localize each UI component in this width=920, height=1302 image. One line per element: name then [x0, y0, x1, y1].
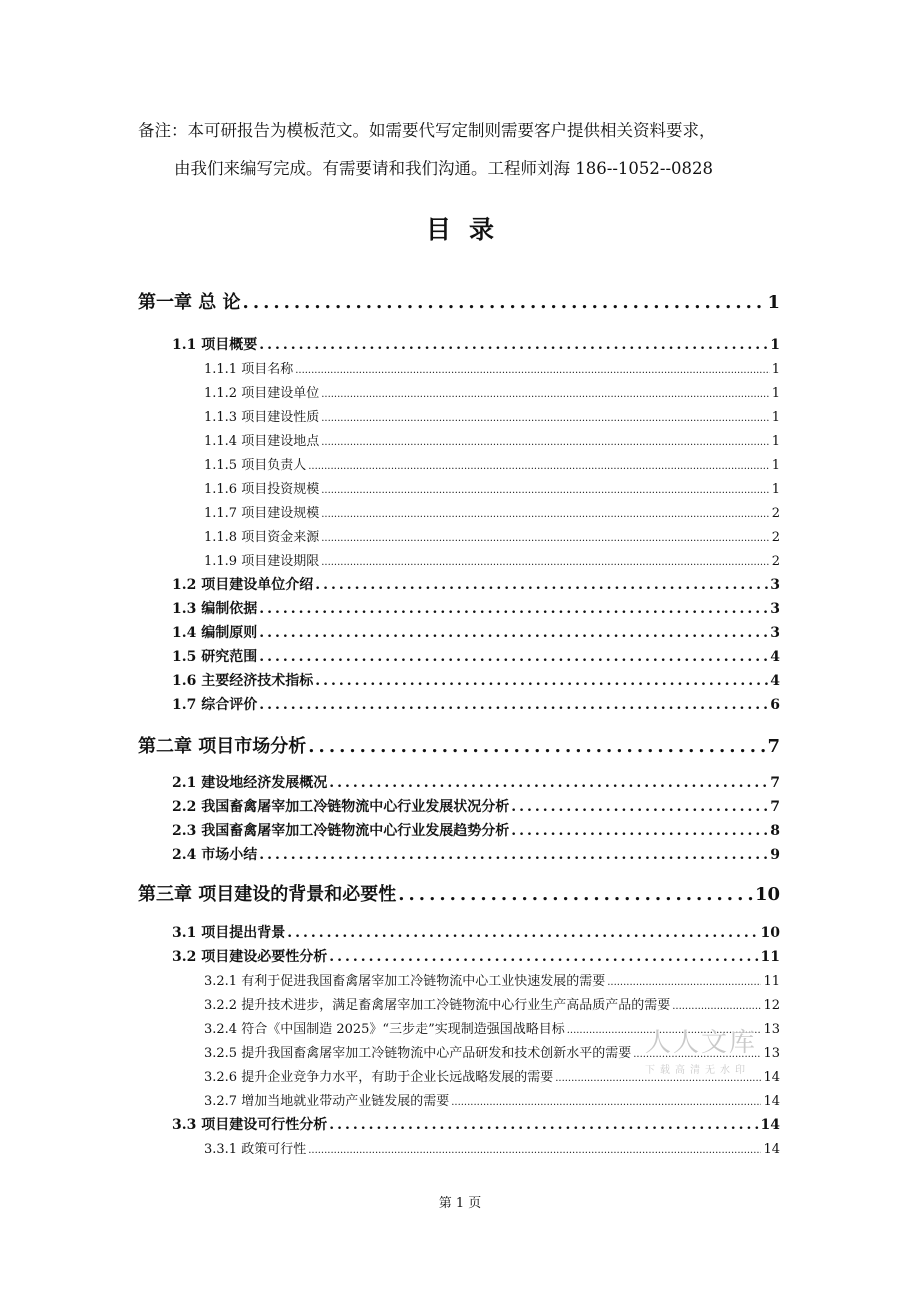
toc-entry-sub[interactable]: [204, 526, 780, 546]
toc-entry-label: 3.3 项目建设可行性分析: [172, 1117, 328, 1133]
toc-leader-dots: [287, 925, 758, 941]
toc-entry-sub[interactable]: [204, 358, 780, 378]
toc-leader-dots: [259, 847, 768, 863]
toc-entry-page: 9: [770, 847, 780, 863]
toc-entry-chapter[interactable]: [138, 880, 780, 904]
toc-entry-label: 3.2.2 提升技术进步，满足畜禽屠宰加工冷链物流中心行业生产高品质产品的需要: [204, 998, 671, 1013]
toc-entry-page: 14: [760, 1117, 780, 1133]
toc-entry-label: 1.3 编制依据: [172, 601, 258, 617]
toc-entry-page: 11: [763, 974, 780, 989]
toc-entry-sub[interactable]: [204, 478, 780, 498]
toc-leader-dots: [555, 1070, 761, 1085]
watermark-sub: 下载高清无水印: [645, 1065, 750, 1076]
note-line-1: 备注：本可研报告为模板范文。如需要代写定制则需要客户提供相关资料要求，: [138, 121, 716, 140]
toc-entry-label: 3.3.1 政策可行性: [204, 1142, 307, 1157]
toc-entry-label: 1.5 研究范围: [172, 649, 258, 665]
toc-leader-dots: [607, 974, 761, 989]
toc-entry-sub[interactable]: [204, 970, 780, 990]
toc-entry-label: 1.1.5 项目负责人: [204, 458, 307, 473]
toc-leader-dots: [321, 410, 770, 425]
toc-entry-sub[interactable]: [204, 454, 780, 474]
toc-leader-dots: [567, 1022, 762, 1037]
toc-entry-label: 1.1.7 项目建设规模: [204, 506, 320, 521]
toc-entry-page: 13: [763, 1046, 780, 1061]
toc-entry-page: 1: [771, 362, 780, 377]
toc-entry-sub[interactable]: [204, 382, 780, 402]
toc-entry-section[interactable]: [172, 946, 780, 966]
toc-leader-dots: [315, 673, 768, 689]
toc-entry-page: 4: [770, 649, 780, 665]
toc-entry-label: 2.4 市场小结: [172, 847, 258, 863]
toc-entry-section[interactable]: [172, 334, 780, 354]
toc-leader-dots: [511, 799, 768, 815]
page-number: 第 1 页: [438, 1196, 482, 1211]
toc-leader-dots: [259, 697, 768, 713]
toc-leader-dots: [315, 577, 768, 593]
toc-entry-label: 1.1 项目概要: [172, 337, 258, 353]
toc-entry-label: 2.2 我国畜禽屠宰加工冷链物流中心行业发展状况分析: [172, 799, 510, 815]
toc-entry-sub[interactable]: [204, 1042, 780, 1062]
toc-entry-page: 1: [771, 458, 780, 473]
toc-leader-dots: [259, 625, 768, 641]
toc-entry-page: 3: [770, 577, 780, 593]
toc-entry-sub[interactable]: [204, 502, 780, 522]
toc-entry-section[interactable]: [172, 574, 780, 594]
toc-entry-label: 2.1 建设地经济发展概况: [172, 775, 328, 791]
toc-entry-page: 2: [771, 554, 780, 569]
toc-entry-page: 14: [763, 1142, 780, 1157]
toc-entry-page: 2: [771, 506, 780, 521]
toc-entry-label: 第三章 项目建设的背景和必要性: [138, 884, 397, 905]
toc-entry-page: 7: [770, 799, 780, 815]
toc-entry-label: 1.7 综合评价: [172, 697, 258, 713]
toc-title: 目录: [425, 215, 512, 244]
toc-entry-label: 1.1.2 项目建设单位: [204, 386, 320, 401]
toc-leader-dots: [451, 1094, 761, 1109]
toc-entry-page: 2: [771, 530, 780, 545]
toc-entry-sub[interactable]: [204, 406, 780, 426]
toc-entry-chapter[interactable]: [138, 732, 780, 756]
toc-entry-page: 11: [760, 949, 780, 965]
toc-entry-sub[interactable]: [204, 1138, 780, 1158]
toc-entry-chapter[interactable]: [138, 288, 780, 312]
toc-leader-dots: [308, 1142, 761, 1157]
toc-entry-page: 3: [770, 625, 780, 641]
toc-entry-sub[interactable]: [204, 1066, 780, 1086]
toc-leader-dots: [308, 458, 770, 473]
toc-entry-label: 1.1.8 项目资金来源: [204, 530, 320, 545]
toc-entry-label: 3.2 项目建设必要性分析: [172, 949, 328, 965]
toc-entry-label: 第一章 总 论: [138, 292, 241, 313]
toc-leader-dots: [633, 1046, 761, 1061]
toc-entry-label: 3.2.4 符合《中国制造 2025》“三步走”实现制造强国战略目标: [204, 1022, 565, 1037]
toc-entry-section[interactable]: [172, 646, 780, 666]
toc-entry-page: 7: [770, 775, 780, 791]
toc-entry-label: 3.2.6 提升企业竞争力水平，有助于企业长远战略发展的需要: [204, 1070, 554, 1085]
toc-leader-dots: [308, 736, 765, 757]
toc-leader-dots: [243, 292, 766, 313]
toc-entry-page: 10: [760, 925, 780, 941]
toc-entry-section[interactable]: [172, 772, 780, 792]
toc-entry-label: 3.1 项目提出背景: [172, 925, 286, 941]
toc-entry-page: 8: [770, 823, 780, 839]
toc-entry-label: 1.1.6 项目投资规模: [204, 482, 320, 497]
toc-leader-dots: [321, 506, 770, 521]
toc-entry-label: 3.2.7 增加当地就业带动产业链发展的需要: [204, 1094, 450, 1109]
toc-entry-label: 1.1.3 项目建设性质: [204, 410, 320, 425]
toc-leader-dots: [398, 884, 753, 905]
toc-entry-label: 1.6 主要经济技术指标: [172, 673, 314, 689]
toc-entry-section[interactable]: [172, 1114, 780, 1134]
toc-entry-page: 10: [754, 884, 780, 905]
toc-entry-page: 3: [770, 601, 780, 617]
toc-leader-dots: [259, 649, 768, 665]
toc-entry-section[interactable]: [172, 694, 780, 714]
note-line-2: 由我们来编写完成。有需要请和我们沟通。工程师刘海 186--1052--0828: [174, 159, 714, 178]
toc-entry-label: 1.1.1 项目名称: [204, 362, 294, 377]
toc-entry-page: 12: [763, 998, 780, 1013]
toc-entry-page: 1: [771, 386, 780, 401]
toc-leader-dots: [321, 554, 770, 569]
toc-leader-dots: [259, 601, 768, 617]
toc-entry-label: 2.3 我国畜禽屠宰加工冷链物流中心行业发展趋势分析: [172, 823, 510, 839]
toc-entry-page: 14: [763, 1070, 780, 1085]
toc-leader-dots: [321, 386, 770, 401]
toc-entry-label: 第二章 项目市场分析: [138, 736, 307, 757]
toc-entry-label: 3.2.1 有利于促进我国畜禽屠宰加工冷链物流中心工业快速发展的需要: [204, 974, 606, 989]
toc-leader-dots: [672, 998, 761, 1013]
toc-leader-dots: [321, 482, 770, 497]
toc-entry-section[interactable]: [172, 820, 780, 840]
watermark-main: 人人文库: [645, 1028, 758, 1058]
toc-entry-section[interactable]: [172, 598, 780, 618]
toc-entry-sub[interactable]: [204, 994, 780, 1014]
toc-leader-dots: [259, 337, 768, 353]
toc-entry-page: 4: [770, 673, 780, 689]
toc-entry-section[interactable]: [172, 622, 780, 642]
toc-entry-page: 1: [771, 482, 780, 497]
toc-entry-sub[interactable]: [204, 550, 780, 570]
toc-entry-page: 14: [763, 1094, 780, 1109]
toc-entry-label: 1.2 项目建设单位介绍: [172, 577, 314, 593]
toc-entry-label: 3.2.5 提升我国畜禽屠宰加工冷链物流中心产品研发和技术创新水平的需要: [204, 1046, 632, 1061]
toc-entry-section[interactable]: [172, 670, 780, 690]
toc-entry-section[interactable]: [172, 796, 780, 816]
toc-entry-sub[interactable]: [204, 1018, 780, 1038]
toc-entry-label: 1.1.9 项目建设期限: [204, 554, 320, 569]
toc-entry-label: 1.1.4 项目建设地点: [204, 434, 320, 449]
toc-leader-dots: [329, 775, 768, 791]
toc-entry-page: 1: [771, 410, 780, 425]
toc-entry-section[interactable]: [172, 922, 780, 942]
toc-leader-dots: [295, 362, 770, 377]
toc-entry-section[interactable]: [172, 844, 780, 864]
toc-leader-dots: [511, 823, 768, 839]
toc-leader-dots: [329, 949, 758, 965]
toc-leader-dots: [321, 434, 770, 449]
toc-entry-page: 1: [770, 337, 780, 353]
toc-entry-page: 1: [767, 292, 780, 313]
toc-entry-sub[interactable]: [204, 1090, 780, 1110]
toc-entry-sub[interactable]: [204, 430, 780, 450]
toc-entry-page: 6: [770, 697, 780, 713]
toc-entry-page: 7: [767, 736, 780, 757]
toc-entry-page: 13: [763, 1022, 780, 1037]
toc-leader-dots: [321, 530, 770, 545]
toc-entry-label: 1.4 编制原则: [172, 625, 258, 641]
toc-leader-dots: [329, 1117, 758, 1133]
toc-entry-page: 1: [771, 434, 780, 449]
